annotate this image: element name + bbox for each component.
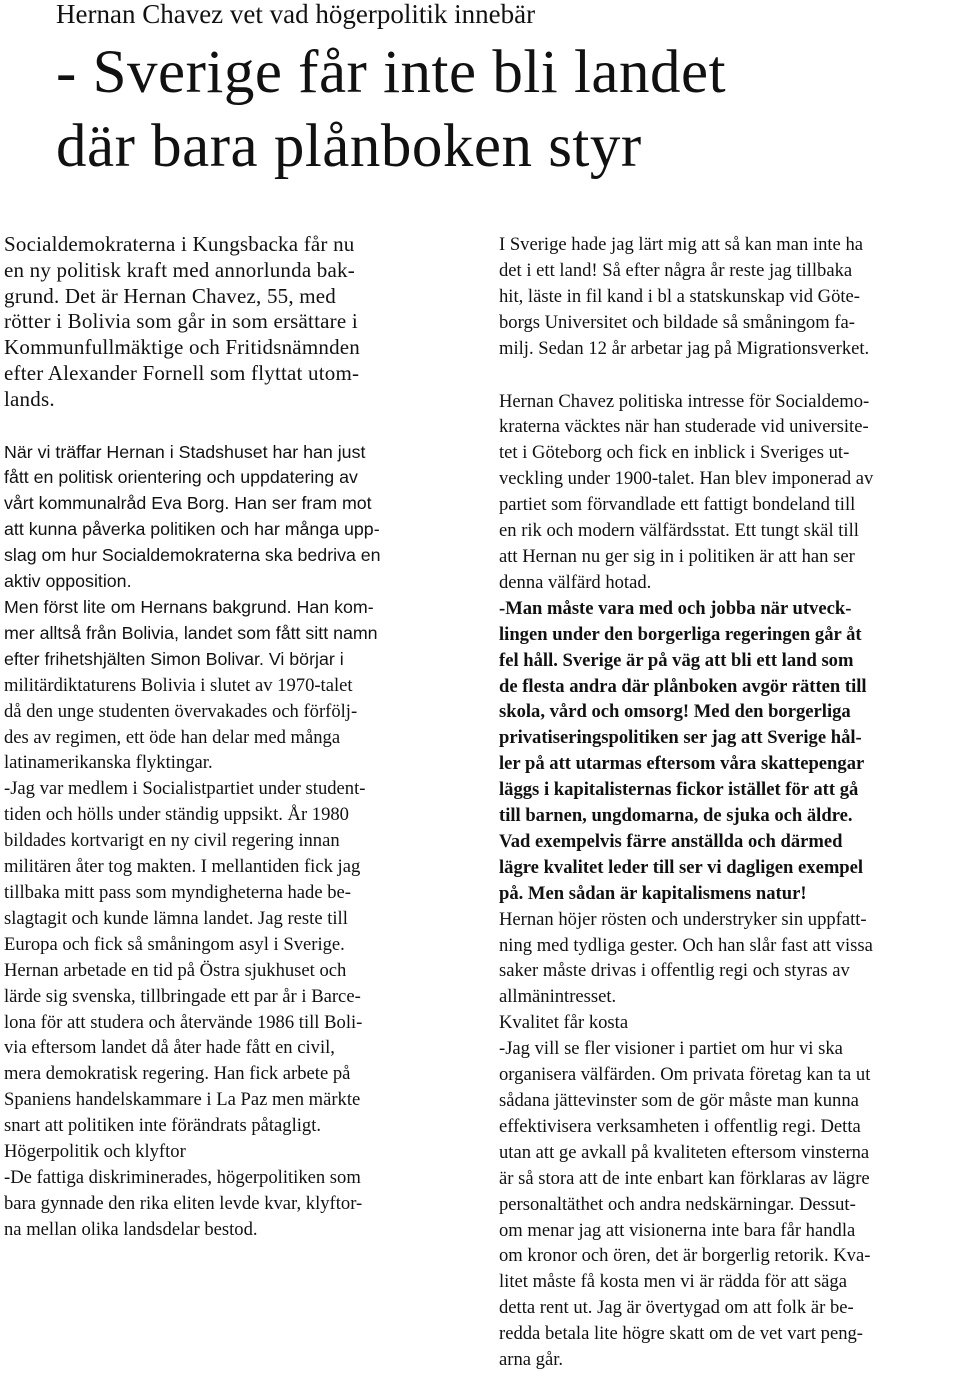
left-column (4, 232, 446, 1243)
quote-line: Vad exempelvis färre anställda och därmed (499, 830, 843, 852)
body-line: en rik och modern välfärdsstat. Ett tungt skäl till (499, 520, 859, 542)
quote-line: läggs i kapitalisternas fickor istället för att gå (499, 779, 859, 801)
intro-line: Men först lite om Hernans bakgrund. Han kom- (4, 597, 374, 618)
body-line: Hernan arbetade en tid på Östra sjukhuset och (4, 959, 347, 981)
body-line: via eftersom landet då åter hade fått en civil, (4, 1037, 335, 1059)
body-line: ning med tydliga gester. Och han slår fast att vissa (499, 934, 873, 956)
body-line: milj. Sedan 12 år arbetar jag på Migrationsverket. (499, 337, 870, 359)
body-line: utan att ge avkall på kvaliteten eftersom vinsterna (499, 1141, 870, 1163)
intro-line: mer alltså från Bolivia, landet som fått sitt namn (4, 622, 378, 643)
body-line: om menar jag att visionerna inte bara får handla (499, 1219, 856, 1241)
lead-line: lands. (4, 386, 55, 411)
body-line: tiden och hölls under ständig uppsikt. År 1980 (4, 804, 349, 826)
paragraph-spacer (4, 413, 446, 440)
body-line: -Jag var medlem i Socialistpartiet under student- (4, 778, 366, 800)
lead-line: efter Alexander Fornell som flyttat utom- (4, 360, 360, 385)
bold-quote (499, 596, 959, 907)
lead-line: en ny politisk kraft med annorlunda bak- (4, 257, 355, 282)
quote-line: på. Men sådan är kapitalismens natur! (499, 882, 807, 904)
body-line: detta rent ut. Jag är övertygad om att folk är be- (499, 1297, 854, 1319)
body-line: bildades kortvarigt en ny civil regering innan (4, 830, 340, 852)
body-line: det i ett land! Så efter några år reste jag tillbaka (499, 259, 853, 281)
body-line: personaltäthet och andra nedskärningar. Dessut- (499, 1193, 856, 1215)
body-line: veckling under 1900-talet. Han blev imponerad av (499, 468, 874, 490)
subheading: Kvalitet får kosta (499, 1012, 629, 1034)
intro-line: aktiv opposition. (4, 571, 132, 592)
quote-line: fel håll. Sverige är på väg att bli ett land som (499, 649, 854, 671)
body-line: litet måste få kosta men vi är rädda för att säga (499, 1271, 847, 1293)
body-line: är så stora att de inte enbart kan förklaras av lägre (499, 1167, 870, 1189)
quote-line: lägre kvalitet leder till ser vi dagligen exempel (499, 856, 864, 878)
body-line: Europa och fick så småningom asyl i Sverige. (4, 933, 345, 955)
headline-line: - Sverige får inte bli landet (56, 39, 727, 106)
intro-line: efter frihetshjälten Simon Bolivar. Vi börjar i (4, 648, 344, 669)
body-line: militären åter tog makten. I mellantiden fick jag (4, 856, 361, 878)
lead-line: rötter i Bolivia som går in som ersättare i (4, 309, 358, 334)
headline-line: där bara plånboken styr (56, 113, 642, 180)
body-line: na mellan olika landsdelar bestod. (4, 1218, 258, 1240)
body-line: Hernan Chavez politiska intresse för Socialdemo- (499, 390, 870, 412)
body-line: redda betala lite högre skatt om de vet vart peng- (499, 1323, 863, 1345)
body-line: saker måste drivas i offentlig regi och styras av (499, 960, 850, 982)
body-line: des av regimen, ett öde han delar med många (4, 726, 341, 748)
body-line: partiet som förvandlade ett fattigt bondeland till (499, 494, 856, 516)
body-line: allmänintresset. (499, 986, 617, 1008)
intro-line: slag om hur Socialdemokraterna ska bedriva en (4, 545, 381, 566)
body-line: lärde sig svenska, tillbringade ett par år i Barce- (4, 985, 361, 1007)
body-line: effektivisera verksamheten i offentlig regi. Detta (499, 1115, 861, 1137)
body-line: då den unge studenten övervakades och förfölj- (4, 700, 358, 722)
quote-line: lingen under den borgerliga regeringen går åt (499, 623, 862, 645)
body-line: sådana jättevinster som de gör måste man kunna (499, 1090, 859, 1111)
intro-line: att kunna påverka politiken och har många upp- (4, 519, 380, 540)
body-line: -De fattiga diskriminerades, högerpolitiken som (4, 1166, 361, 1188)
body-line: slagtagit och kunde lämna landet. Jag reste till (4, 907, 348, 929)
article-headline (56, 36, 726, 184)
body-line: lona för att studera och återvände 1986 till Boli- (4, 1011, 363, 1033)
article-kicker: Hernan Chavez vet vad högerpolitik innebär (56, 0, 536, 29)
body-line: kraterna väcktes när han studerade vid universite- (499, 416, 869, 438)
body-line: snart att politiken inte förändrats påtagligt. (4, 1115, 322, 1137)
lead-paragraph (4, 232, 446, 413)
paragraph-block (499, 232, 959, 362)
body-line: borgs Universitet och bildade så småningom fa- (499, 311, 855, 333)
right-column (499, 232, 959, 1373)
intro-line: vårt kommunalråd Eva Borg. Han ser fram mot (4, 493, 372, 514)
intro-line: fått en politisk orientering och uppdatering av (4, 467, 358, 488)
quote-line: de flesta andra där plånboken avgör rätten till (499, 675, 867, 697)
body-line: att Hernan nu ger sig in i politiken är att han ser (499, 545, 855, 567)
subheading: Högerpolitik och klyftor (4, 1141, 186, 1163)
body-line: om kronor och ören, det är borgerlig retorik. Kva- (499, 1245, 871, 1267)
intro-line: När vi träffar Hernan i Stadshuset har han just (4, 441, 366, 462)
body-line: arna går. (499, 1349, 564, 1371)
body-line: organisera välfärden. Om privata företag kan ta ut (499, 1064, 871, 1086)
body-line: bara gynnade den rika eliten levde kvar, klyftor- (4, 1192, 363, 1214)
body-line: tet i Göteborg och fick en inblick i Sveriges ut- (499, 442, 850, 464)
paragraph-block (499, 907, 959, 1373)
paragraph-spacer (499, 362, 959, 389)
body-text (4, 673, 446, 1243)
paragraph-block (499, 389, 959, 596)
body-line: denna välfärd hotad. (499, 571, 652, 593)
body-line: latinamerikanska flyktingar. (4, 752, 213, 774)
lead-line: grund. Det är Hernan Chavez, 55, med (4, 283, 337, 308)
body-line: mera demokratisk regering. Han fick arbete på (4, 1063, 351, 1085)
body-line: militärdiktaturens Bolivia i slutet av 1970-talet (4, 674, 353, 696)
quote-line: -Man måste vara med och jobba när utveck- (499, 597, 852, 619)
body-line: hit, läste in fil kand i bl a statskunskap vid Göte- (499, 285, 860, 307)
body-line: Hernan höjer rösten och understryker sin uppfatt- (499, 908, 867, 930)
quote-line: ler på att utarmas eftersom våra skattepengar (499, 753, 865, 775)
body-line: tillbaka mitt pass som myndigheterna hade be- (4, 881, 351, 903)
body-line: -Jag vill se fler visioner i partiet om hur vi ska (499, 1038, 843, 1060)
lead-line: Kommunfullmäktige och Fritidsnämnden (4, 335, 360, 360)
body-line: Spaniens handelskammare i La Paz men märkte (4, 1089, 361, 1111)
body-line: I Sverige hade jag lärt mig att så kan man inte ha (499, 234, 864, 255)
quote-line: till barnen, ungdomarna, de sjuka och äldre. (499, 805, 853, 827)
quote-line: skola, vård och omsorg! Med den borgerliga (499, 701, 851, 723)
quote-line: privatiseringspolitiken ser jag att Sverige hål- (499, 727, 862, 749)
intro-paragraph (4, 440, 446, 673)
lead-line: Socialdemokraterna i Kungsbacka får nu (4, 232, 355, 256)
